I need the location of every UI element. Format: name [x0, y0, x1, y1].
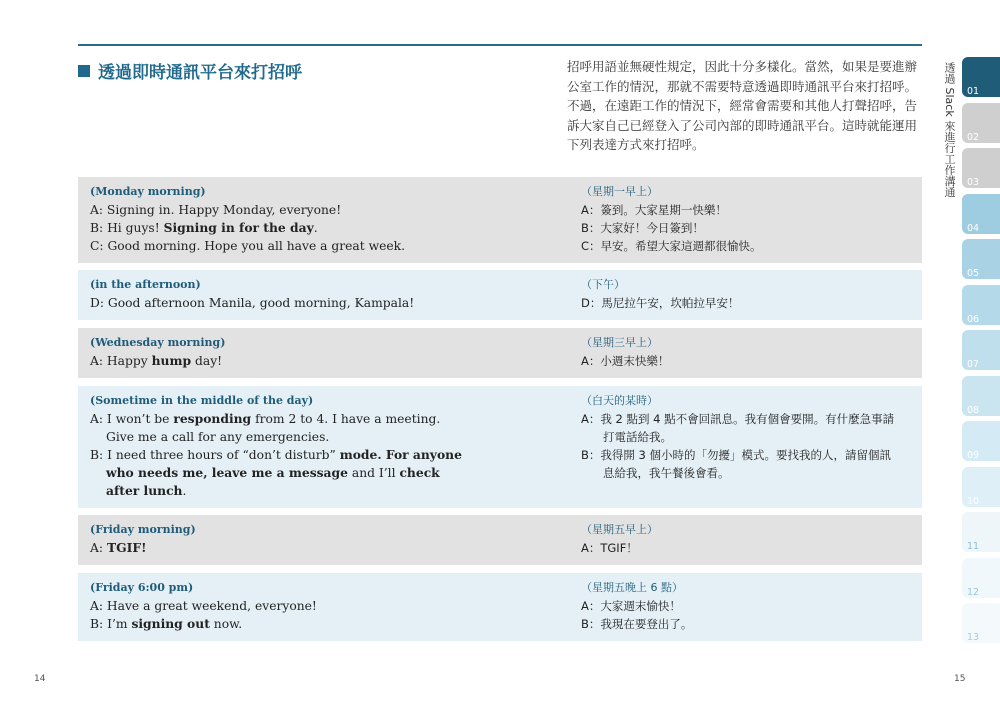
dialogue-line: B: Hi guys! Signing in for the day.	[90, 220, 318, 235]
translation-line: B：我得開 3 個小時的「勿擾」模式。要找我的人，請留個訊	[581, 448, 892, 462]
page-number-left: 14	[34, 674, 46, 684]
section-heading-text: 透過即時通訊平台來打招呼	[98, 63, 302, 83]
top-rule	[78, 44, 922, 46]
english-column	[90, 276, 560, 312]
translation-line: A：大家週末愉快！	[581, 599, 681, 613]
dialogue-line: after lunch.	[106, 483, 187, 498]
translation-line: D：馬尼拉午安，坎帕拉早安！	[581, 296, 740, 310]
dialogue-block-friday-evening	[78, 573, 922, 641]
translation-line: A：我 2 點到 4 點不會回訊息。我有個會要開。有什麼急事請	[581, 412, 895, 426]
chapter-tab-04[interactable]: 04	[962, 194, 1000, 234]
block-caption-zh: （星期五早上）	[581, 523, 658, 536]
translation-line: 打電話給我。	[603, 430, 672, 444]
english-column	[90, 334, 560, 370]
block-caption-zh: （星期三早上）	[581, 336, 658, 349]
chapter-tab-09[interactable]: 09	[962, 421, 1000, 461]
chapter-tab-08[interactable]: 08	[962, 376, 1000, 416]
dialogue-block-midday	[78, 386, 922, 508]
translation-line: A：簽到。大家星期一快樂！	[581, 203, 727, 217]
chinese-column	[581, 276, 916, 312]
block-caption-en: (Friday morning)	[90, 523, 196, 536]
chinese-column	[581, 183, 916, 255]
dialogue-line: B: I’m signing out now.	[90, 616, 243, 631]
chinese-column	[581, 334, 916, 370]
chapter-tab-12[interactable]: 12	[962, 558, 1000, 598]
dialogue-line: who needs me, leave me a message and I’ll check	[106, 465, 440, 480]
chapter-tab-06[interactable]: 06	[962, 285, 1000, 325]
block-caption-en: (Friday 6:00 pm)	[90, 581, 194, 594]
english-column	[90, 392, 560, 500]
dialogue-line: A: Signing in. Happy Monday, everyone!	[90, 203, 342, 217]
dialogue-line: A: Have a great weekend, everyone!	[90, 599, 317, 613]
block-caption-en: (Monday morning)	[90, 185, 206, 198]
chapter-tab-07[interactable]: 07	[962, 330, 1000, 370]
chapter-tab-01[interactable]: 01	[962, 57, 1000, 97]
square-bullet-icon	[78, 65, 90, 77]
chinese-column	[581, 579, 916, 633]
chapter-tab-03[interactable]: 03	[962, 148, 1000, 188]
dialogue-line: A: TGIF!	[90, 540, 147, 555]
translation-line: A：TGIF！	[581, 541, 638, 555]
dialogue-block-monday	[78, 177, 922, 263]
block-caption-en: (Wednesday morning)	[90, 336, 226, 349]
translation-line: A：小週末快樂！	[581, 354, 670, 368]
block-caption-zh: （白天的某時）	[581, 394, 658, 407]
english-column	[90, 521, 560, 557]
dialogue-line: A: I won’t be responding from 2 to 4. I have a meeting.	[90, 411, 441, 426]
translation-line: B：我現在要登出了。	[581, 617, 693, 631]
dialogue-block-wednesday	[78, 328, 922, 378]
block-caption-zh: （下午）	[581, 278, 625, 291]
chapter-tab-05[interactable]: 05	[962, 239, 1000, 279]
dialogue-line: C: Good morning. Hope you all have a great week.	[90, 239, 406, 253]
translation-line: C：早安。希望大家這週都很愉快。	[581, 239, 762, 253]
chapter-tab-10[interactable]: 10	[962, 467, 1000, 507]
chapter-tab-13[interactable]: 13	[962, 603, 1000, 643]
block-caption-zh: （星期一早上）	[581, 185, 658, 198]
chapter-tab-02[interactable]: 02	[962, 103, 1000, 143]
block-caption-en: (in the afternoon)	[90, 278, 201, 291]
block-caption-en: (Sometime in the middle of the day)	[90, 394, 314, 407]
dialogue-line: Give me a call for any emergencies.	[106, 430, 330, 444]
translation-line: 息給我，我午餐後會看。	[603, 466, 730, 480]
page-number-right: 15	[954, 674, 966, 684]
chapter-side-title: 透過 Slack 來進行工作溝通	[943, 62, 956, 198]
intro-paragraph: 招呼用語並無硬性規定，因此十分多樣化。當然，如果是要進辦公室工作的情況，那就不需要特意透過即時通訊平台來打招呼。不過，在遠距工作的情況下，經常會需要和其他人打聲招呼，告訴大家自己已經登入了公司內部的即時通訊平台。這時就能運用下列表達方式來打招呼。	[567, 59, 918, 152]
english-column	[90, 579, 560, 633]
block-caption-zh: （星期五晚上 6 點）	[581, 581, 683, 594]
chapter-tab-11[interactable]: 11	[962, 512, 1000, 552]
dialogue-block-friday-morning	[78, 515, 922, 565]
dialogue-line: B: I need three hours of “don’t disturb” mode. For anyone	[90, 447, 462, 462]
chinese-column	[581, 392, 916, 482]
chinese-column	[581, 521, 916, 557]
section-heading	[78, 58, 302, 83]
dialogue-block-afternoon	[78, 270, 922, 320]
dialogue-line: D: Good afternoon Manila, good morning, Kampala!	[90, 296, 415, 310]
english-column	[90, 183, 560, 255]
dialogue-line: A: Happy hump day!	[90, 353, 223, 368]
translation-line: B：大家好！今日簽到！	[581, 221, 704, 235]
